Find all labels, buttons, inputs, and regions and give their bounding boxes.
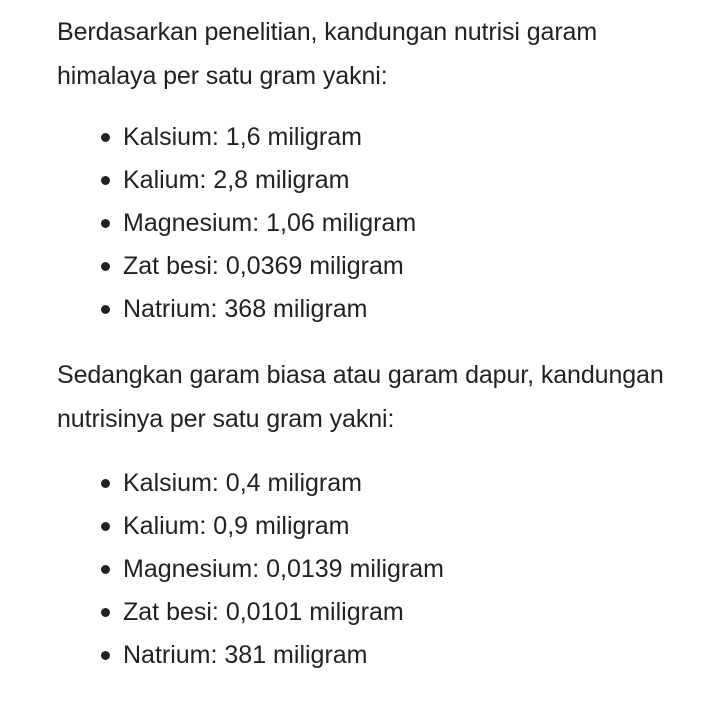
list-item-text: Natrium: 381 miligram: [123, 641, 368, 669]
list-item-text: Zat besi: 0,0101 miligram: [123, 598, 404, 626]
himalaya-nutrient-list: [57, 116, 687, 331]
list-item-text: Magnesium: 0,0139 miligram: [123, 555, 444, 583]
regular-salt-nutrient-list: [57, 462, 687, 677]
regular-salt-intro-paragraph: Sedangkan garam biasa atau garam dapur, kandungan nutrisinya per satu gram yakni:: [57, 361, 664, 433]
bullet-dot-icon: [101, 176, 110, 185]
bullet-dot-icon: [101, 608, 110, 617]
list-item: [101, 159, 687, 202]
bullet-dot-icon: [101, 565, 110, 574]
list-item: [101, 245, 687, 288]
list-item: [101, 116, 687, 159]
bullet-dot-icon: [101, 479, 110, 488]
list-item-text: Kalium: 2,8 miligram: [123, 166, 350, 194]
list-item: [101, 288, 687, 331]
list-item: [101, 548, 687, 591]
bullet-dot-icon: [101, 651, 110, 660]
bullet-dot-icon: [101, 133, 110, 142]
bullet-dot-icon: [101, 305, 110, 314]
bullet-dot-icon: [101, 219, 110, 228]
list-item: [101, 505, 687, 548]
bullet-dot-icon: [101, 262, 110, 271]
list-item: [101, 634, 687, 677]
list-item-text: Kalium: 0,9 miligram: [123, 512, 350, 540]
list-item: [101, 591, 687, 634]
list-item-text: Zat besi: 0,0369 miligram: [123, 252, 404, 280]
bullet-dot-icon: [101, 522, 110, 531]
list-item: [101, 462, 687, 505]
list-item-text: Natrium: 368 miligram: [123, 295, 368, 323]
list-item-text: Kalsium: 1,6 miligram: [123, 123, 362, 151]
list-item-text: Magnesium: 1,06 miligram: [123, 209, 417, 237]
article-body: [57, 10, 687, 677]
list-item-text: Kalsium: 0,4 miligram: [123, 469, 362, 497]
himalaya-intro-paragraph: Berdasarkan penelitian, kandungan nutrisi garam himalaya per satu gram yakni:: [57, 18, 598, 90]
list-item: [101, 202, 687, 245]
